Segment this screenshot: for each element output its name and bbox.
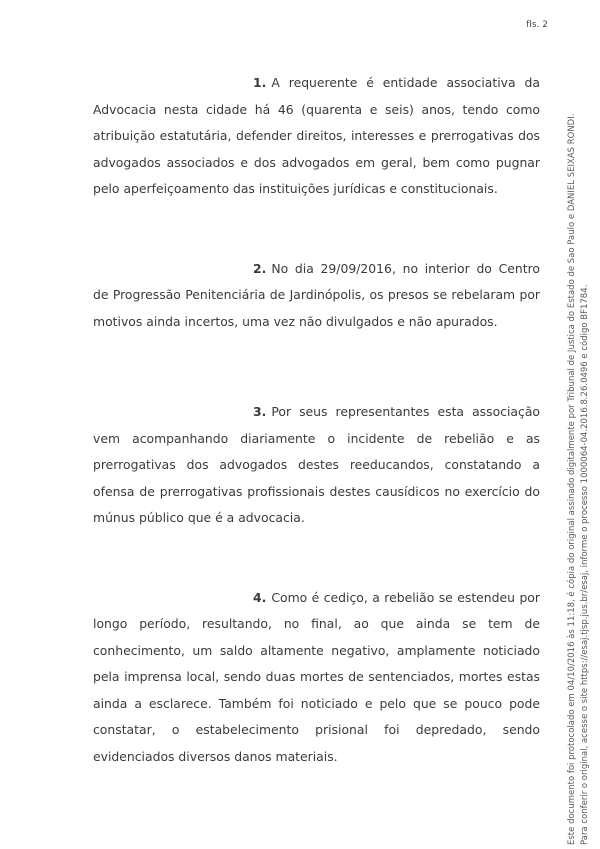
document-body bbox=[93, 70, 540, 770]
digital-signature-stamp bbox=[566, 55, 592, 845]
paragraph-4-text: Como é cediço, a rebelião se estendeu por longo período, resultando, no final, ao que ainda se tem de conhecimento, um saldo altamente negativo, amplamente noticiado pela imprensa local, sendo duas mortes de sentenciados, mortes estas ainda a esclarece. Também foi noticiado e pelo que se pouco pode constatar, o estabelecimento prisional foi depredado, sendo evidenciados diversos danos materiais. bbox=[93, 589, 540, 764]
paragraph-4 bbox=[93, 585, 540, 771]
paragraph-3-text: Por seus representantes esta associação vem acompanhando diariamente o incidente de rebelião e as prerrogativas dos advogados destes reeducandos, constatando a ofensa de prerrogativas profissionais destes causídicos no exercício do múnus público que é a advocacia. bbox=[93, 404, 540, 525]
folio-number: fls. 2 bbox=[526, 20, 548, 30]
paragraph-1-number: 1. bbox=[253, 75, 267, 90]
stamp-line-1: Este documento foi protocolado em 04/10/2016 às 11:18, é cópia do original assinado digitalmente por Tribunal de Justica do Estado de Sao Paulo e DANIEL SEIXAS RONDI. bbox=[567, 113, 577, 845]
paragraph-1 bbox=[93, 70, 540, 203]
paragraph-2 bbox=[93, 256, 540, 336]
paragraph-3-number: 3. bbox=[253, 404, 267, 419]
paragraph-2-text: No dia 29/09/2016, no interior do Centro de Progressão Penitenciária de Jardinópolis, os presos se rebelaram por motivos ainda incertos, uma vez não divulgados e não apurados. bbox=[93, 260, 540, 329]
stamp-line-2: Para conferir o original, acesse o site https://esaj.tjsp.jus.br/esaj, informe o processo 1000064-04.2016.8.26.0496 e código BF1784. bbox=[580, 284, 590, 845]
paragraph-3 bbox=[93, 399, 540, 532]
paragraph-4-number: 4. bbox=[253, 589, 267, 605]
paragraph-2-number: 2. bbox=[253, 260, 267, 276]
paragraph-1-text: A requerente é entidade associativa da Advocacia nesta cidade há 46 (quarenta e seis) anos, tendo como atribuição estatutária, defender direitos, interesses e prerrogativas dos advogados associados e dos advogados em geral, bem como pugnar pelo aperfeiçoamento das instituições jurídicas e constitucionais. bbox=[93, 75, 540, 196]
